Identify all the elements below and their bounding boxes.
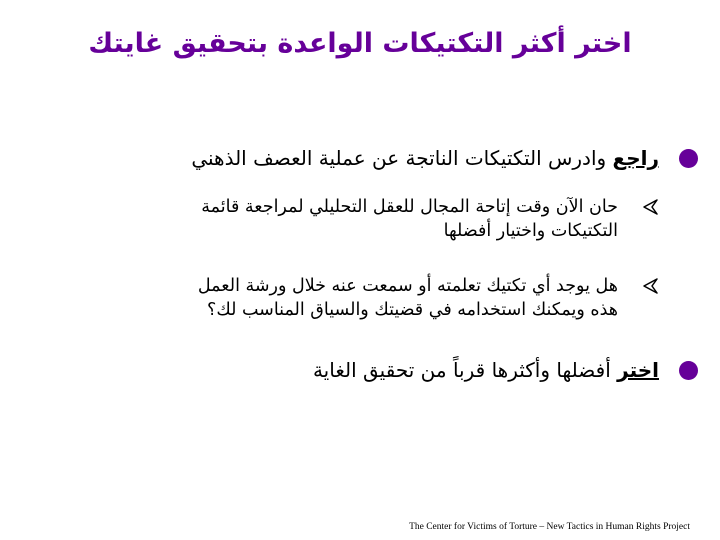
sub-bullet-analytic-text <box>201 195 618 243</box>
bullet-choose-body: أفضلها وأكثرها قرباً من تحقيق الغاية <box>312 358 618 382</box>
bullet-review-text <box>191 145 659 171</box>
slide-title: اختر أكثر التكتيكات الواعدة بتحقيق غايتك <box>88 28 632 59</box>
sub-bullet-workshop <box>198 274 660 322</box>
arrowhead-icon <box>640 276 660 296</box>
bullet-review-lead: راجع <box>612 146 659 170</box>
sub-bullet-workshop-text <box>198 274 618 322</box>
bullet-dot-icon <box>679 361 698 380</box>
bullet-choose-text <box>313 357 659 383</box>
sub-bullet-workshop-line2: هذه ويمكنك استخدامه في قضيتك والسياق المناسب لك؟ <box>207 300 618 320</box>
bullet-review <box>191 145 698 171</box>
bullet-review-body: وادرس التكتيكات الناتجة عن عملية العصف الذهني <box>191 146 613 170</box>
sub-bullet-workshop-line1: هل يوجد أي تكتيك تعلمته أو سمعت عنه خلال ورشة العمل <box>197 276 618 296</box>
arrowhead-icon <box>640 197 660 217</box>
bullet-choose-lead: اختر <box>617 358 659 382</box>
sub-bullet-analytic-line2: التكتيكات واختيار أفضلها <box>443 221 618 241</box>
bullet-dot-icon <box>679 149 698 168</box>
bullet-choose <box>313 357 698 383</box>
sub-bullet-analytic-line1: حان الآن وقت إتاحة المجال للعقل التحليلي لمراجعة قائمة <box>201 197 618 217</box>
sub-bullet-analytic <box>201 195 660 243</box>
footer-credit: The Center for Victims of Torture – New Tactics in Human Rights Project <box>409 522 690 532</box>
